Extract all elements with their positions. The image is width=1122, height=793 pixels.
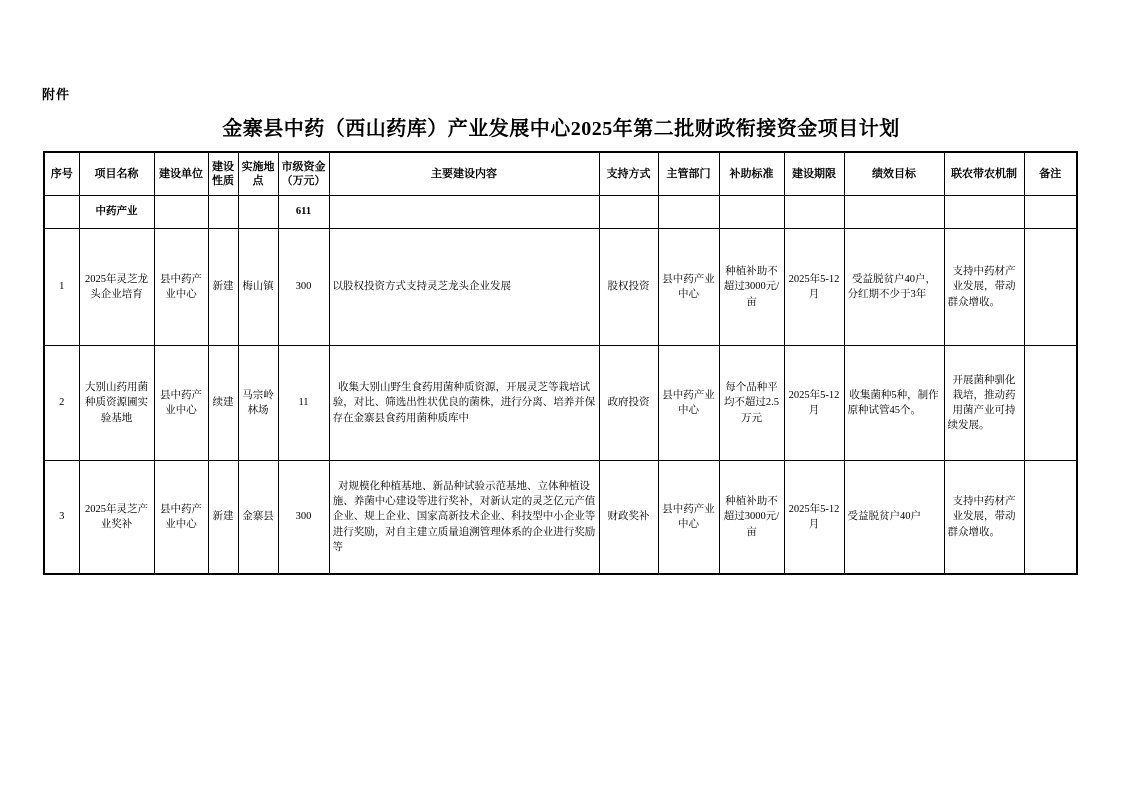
cell-period: 2025年5-12月	[784, 346, 844, 461]
cell-construction-unit: 县中药产业中心	[154, 229, 208, 346]
document-title: 金寨县中药（西山药库）产业发展中心2025年第二批财政衔接资金项目计划	[222, 118, 900, 140]
subtotal-row	[44, 196, 1077, 229]
cell-performance-target: 受益脱贫户40户，分红期不少于3年	[844, 229, 944, 346]
subtotal-empty-cell	[719, 196, 784, 229]
cell-department: 县中药产业中心	[658, 346, 719, 461]
cell-construction-unit: 县中药产业中心	[154, 346, 208, 461]
subtotal-empty-cell	[1024, 196, 1077, 229]
project-plan-table	[43, 151, 1078, 575]
subtotal-empty-cell	[154, 196, 208, 229]
cell-remark	[1024, 346, 1077, 461]
cell-subsidy-standard: 种植补助不超过3000元/亩	[719, 229, 784, 346]
cell-construction-nature: 新建	[208, 461, 238, 575]
cell-performance-target: 受益脱贫户40户	[844, 461, 944, 575]
attachment-label: 附件	[42, 87, 71, 102]
subtotal-seq	[44, 196, 79, 229]
header-city-fund: 市级资金（万元）	[278, 152, 329, 196]
header-remark: 备注	[1024, 152, 1077, 196]
cell-main-content: 以股权投资方式支持灵芝龙头企业发展	[329, 229, 599, 346]
table-row	[44, 346, 1077, 461]
subtotal-empty-cell	[844, 196, 944, 229]
cell-project-name: 2025年灵芝龙头企业培育	[79, 229, 154, 346]
cell-remark	[1024, 229, 1077, 346]
header-construction-unit: 建设单位	[154, 152, 208, 196]
cell-project-name: 2025年灵芝产业奖补	[79, 461, 154, 575]
subtotal-city-fund: 611	[278, 196, 329, 229]
subtotal-empty-cell	[658, 196, 719, 229]
cell-support-method: 股权投资	[599, 229, 658, 346]
cell-period: 2025年5-12月	[784, 461, 844, 575]
cell-performance-target: 收集菌种5种，制作原种试管45个。	[844, 346, 944, 461]
header-period: 建设期限	[784, 152, 844, 196]
header-support-method: 支持方式	[599, 152, 658, 196]
header-department: 主管部门	[658, 152, 719, 196]
cell-farmer-linkage: 开展菌种驯化栽培，推动药用菌产业可持续发展。	[944, 346, 1024, 461]
cell-city-fund: 300	[278, 229, 329, 346]
cell-main-content: 收集大别山野生食药用菌种质资源，开展灵芝等栽培试验，对比、筛选出性状优良的菌株，进行分离、培养并保存在金寨县食药用菌种质库中	[329, 346, 599, 461]
cell-construction-nature: 续建	[208, 346, 238, 461]
cell-remark	[1024, 461, 1077, 575]
header-project-name: 项目名称	[79, 152, 154, 196]
table-header-row	[44, 152, 1077, 196]
cell-main-content: 对规模化种植基地、新品种试验示范基地、立体种植设施、养菌中心建设等进行奖补，对新认定的灵芝亿元产值企业、规上企业、国家高新技术企业、科技型中小企业等进行奖励，对自主建立质量追溯管理体系的企业进行奖励等	[329, 461, 599, 575]
cell-support-method: 政府投资	[599, 346, 658, 461]
header-subsidy-standard: 补助标准	[719, 152, 784, 196]
table-row	[44, 229, 1077, 346]
cell-location: 金寨县	[238, 461, 278, 575]
cell-location: 梅山镇	[238, 229, 278, 346]
cell-farmer-linkage: 支持中药材产业发展，带动群众增收。	[944, 461, 1024, 575]
cell-subsidy-standard: 种植补助不超过3000元/亩	[719, 461, 784, 575]
subtotal-category: 中药产业	[79, 196, 154, 229]
cell-city-fund: 300	[278, 461, 329, 575]
cell-city-fund: 11	[278, 346, 329, 461]
cell-seq: 2	[44, 346, 79, 461]
header-main-content: 主要建设内容	[329, 152, 599, 196]
header-performance-target: 绩效目标	[844, 152, 944, 196]
header-seq: 序号	[44, 152, 79, 196]
subtotal-empty-cell	[784, 196, 844, 229]
subtotal-empty-cell	[329, 196, 599, 229]
cell-department: 县中药产业中心	[658, 229, 719, 346]
cell-construction-unit: 县中药产业中心	[154, 461, 208, 575]
cell-project-name: 大别山药用菌种质资源圃实验基地	[79, 346, 154, 461]
cell-support-method: 财政奖补	[599, 461, 658, 575]
cell-subsidy-standard: 每个品种平均不超过2.5万元	[719, 346, 784, 461]
cell-seq: 1	[44, 229, 79, 346]
cell-period: 2025年5-12月	[784, 229, 844, 346]
header-location: 实施地点	[238, 152, 278, 196]
subtotal-empty-cell	[944, 196, 1024, 229]
cell-seq: 3	[44, 461, 79, 575]
cell-department: 县中药产业中心	[658, 461, 719, 575]
header-farmer-linkage: 联农带农机制	[944, 152, 1024, 196]
header-construction-nature: 建设性质	[208, 152, 238, 196]
subtotal-empty-cell	[208, 196, 238, 229]
cell-location: 马宗岭林场	[238, 346, 278, 461]
cell-construction-nature: 新建	[208, 229, 238, 346]
table-row	[44, 461, 1077, 575]
cell-farmer-linkage: 支持中药材产业发展，带动群众增收。	[944, 229, 1024, 346]
subtotal-empty-cell	[599, 196, 658, 229]
subtotal-empty-cell	[238, 196, 278, 229]
